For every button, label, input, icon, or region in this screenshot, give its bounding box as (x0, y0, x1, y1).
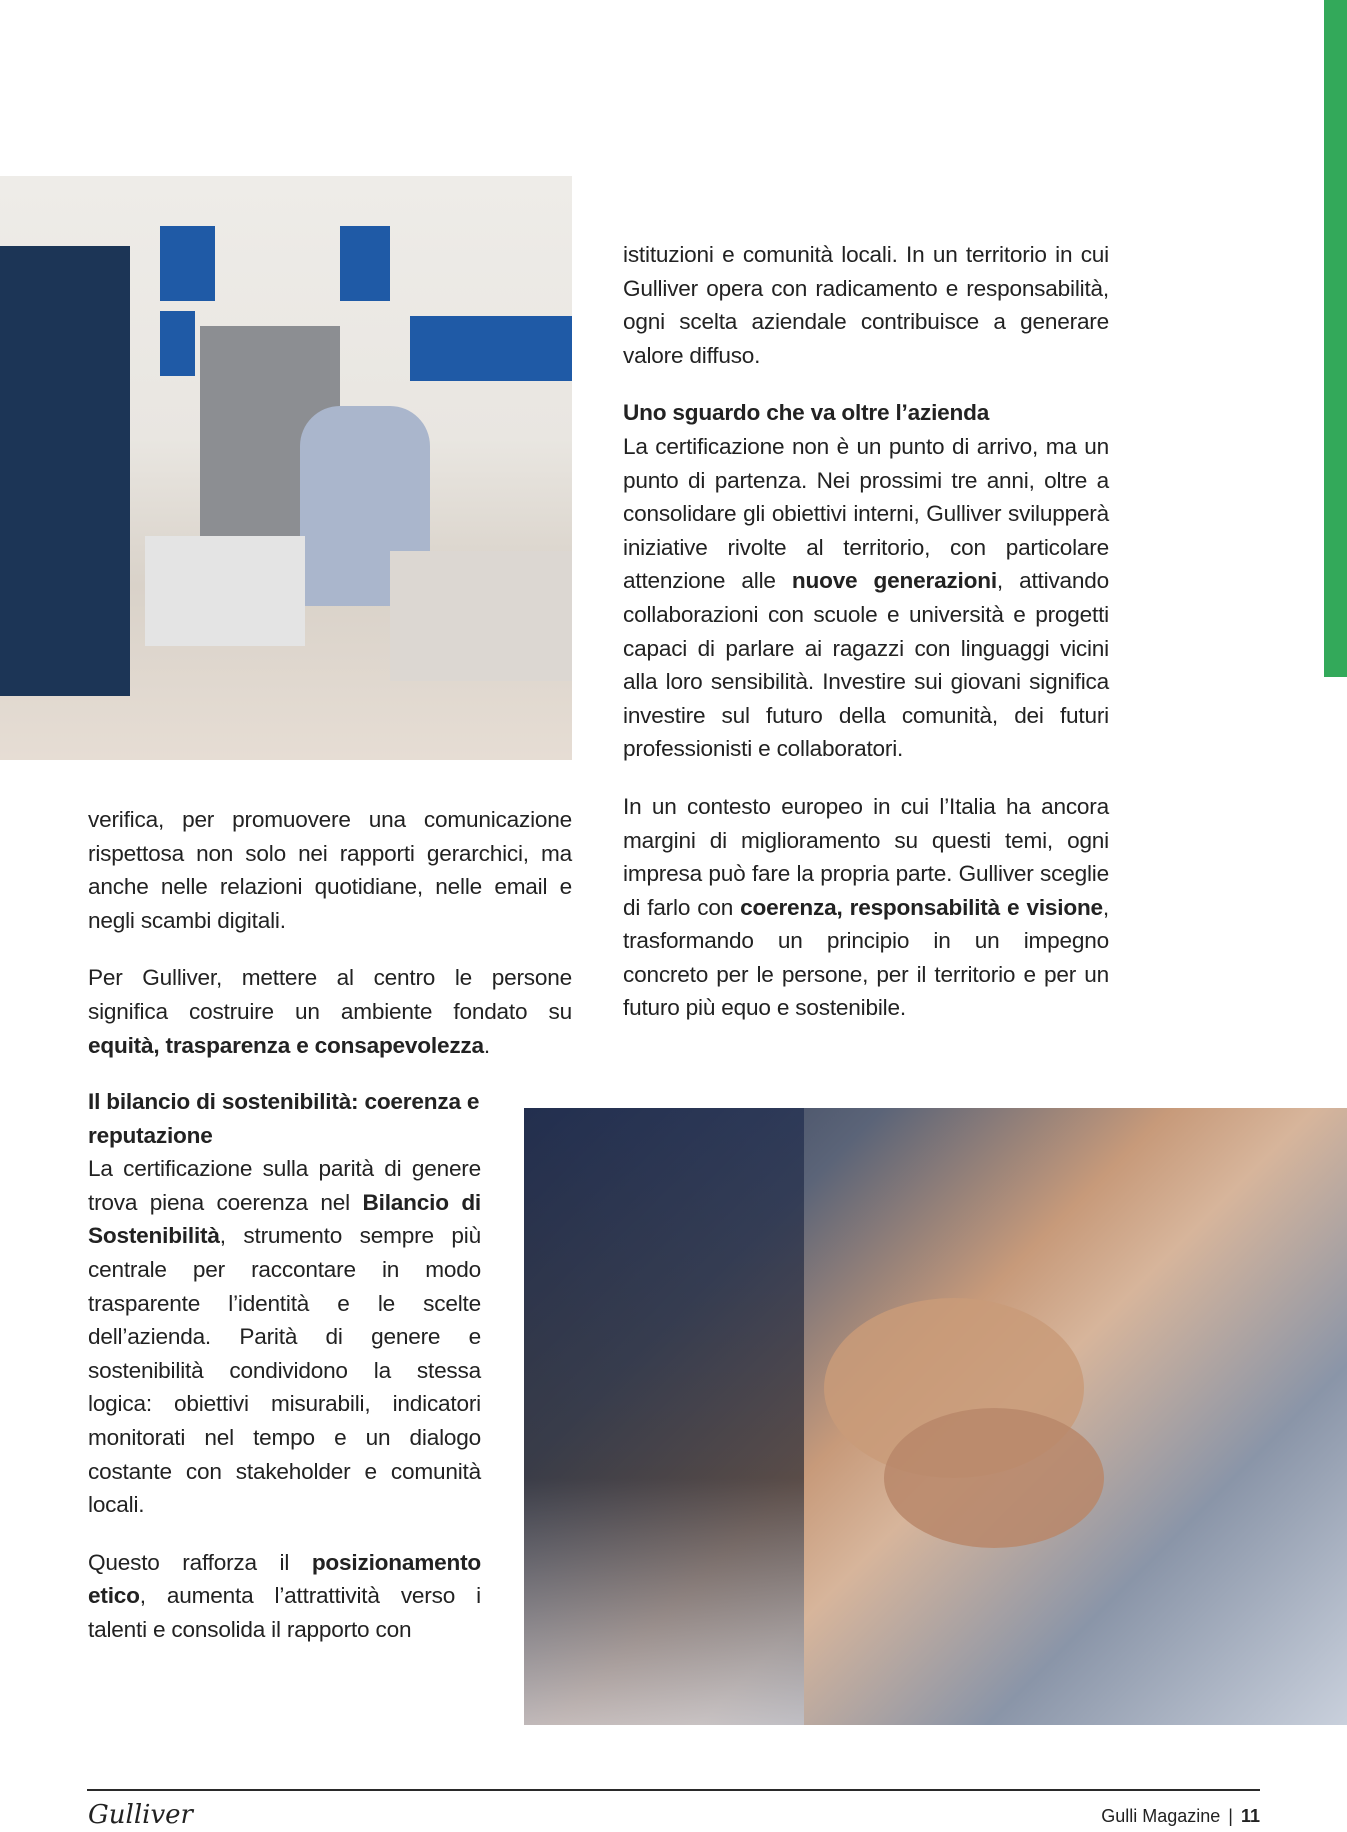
binder-decor (410, 316, 572, 381)
footer-page-info (1101, 1806, 1260, 1827)
paper-stack-decor (390, 551, 572, 681)
laptop-decor (145, 536, 305, 646)
teamwork-hands-photo (524, 1108, 1347, 1725)
gulliver-logo: Gulliver (88, 1800, 193, 1830)
binder-decor (340, 226, 390, 301)
left-column-bottom (88, 1085, 481, 1647)
page-number: 11 (1240, 1806, 1260, 1826)
separator: | (1228, 1806, 1233, 1826)
left-column-top (88, 803, 572, 1062)
section-heading: Il bilancio di sostenibilità: coerenza e reputazione (88, 1089, 480, 1148)
paragraph: Questo rafforza il posizionamento etico, aumenta l’attrattività verso i talenti e consolida il rapporto con (88, 1549, 481, 1642)
paragraph: istituzioni e comunità locali. In un territorio in cui Gulliver opera con radicamento e responsabilità, ogni scelta aziendale contribuisce a generare valore diffuso. (623, 242, 1109, 368)
paragraph: In un contesto europeo in cui l’Italia ha ancora margini di miglioramento su questi temi, ogni impresa può fare la propria parte. Gulliver sceglie di farlo con coerenza, responsabilità e visione, trasformando un principio in un impegno concreto per le persone, per il territorio e per un futuro più equo e sostenibile. (623, 793, 1109, 1021)
sleeves-decor (524, 1108, 804, 1725)
magazine-name: Gulli Magazine (1101, 1806, 1221, 1826)
office-photo (0, 176, 572, 760)
right-column (623, 238, 1109, 1025)
accent-bar (1324, 0, 1347, 677)
paragraph: verifica, per promuovere una comunicazione rispettosa non solo nei rapporti gerarchici, ma anche nelle relazioni quotidiane, nelle email e negli scambi digitali. (88, 807, 572, 933)
footer-divider (87, 1789, 1260, 1791)
paragraph: La certificazione sulla parità di genere trova piena coerenza nel Bilancio di Sostenibilità, strumento sempre più centrale per raccontare in modo trasparente l’identità e le scelte dell’azienda. Parità di genere e sostenibilità condividono la stessa logica: obiettivi misurabili, indicatori monitorati nel tempo e un dialogo costante con stakeholder e comunità locali. (88, 1156, 481, 1518)
section-heading: Uno sguardo che va oltre l’azienda (623, 400, 990, 426)
paragraph: La certificazione non è un punto di arrivo, ma un punto di partenza. Nei prossimi tre anni, oltre a consolidare gli obiettivi interni, Gulliver svilupperà iniziative rivolte al territorio, con particolare attenzione alle nuove generazioni, attivando collaborazioni con scuole e università e progetti capaci di parlare ai ragazzi con linguaggi vicini alla loro sensibilità. Investire sui giovani significa investire sul futuro della comunità, dei futuri professionisti e collaboratori. (623, 433, 1110, 762)
binder-decor (160, 311, 195, 376)
binder-decor (160, 226, 215, 301)
man-suit-decor (0, 246, 130, 696)
paragraph: Per Gulliver, mettere al centro le persone significa costruire un ambiente fondato su equità, trasparenza e consapevolezza. (88, 965, 572, 1058)
hands-decor (884, 1408, 1104, 1548)
